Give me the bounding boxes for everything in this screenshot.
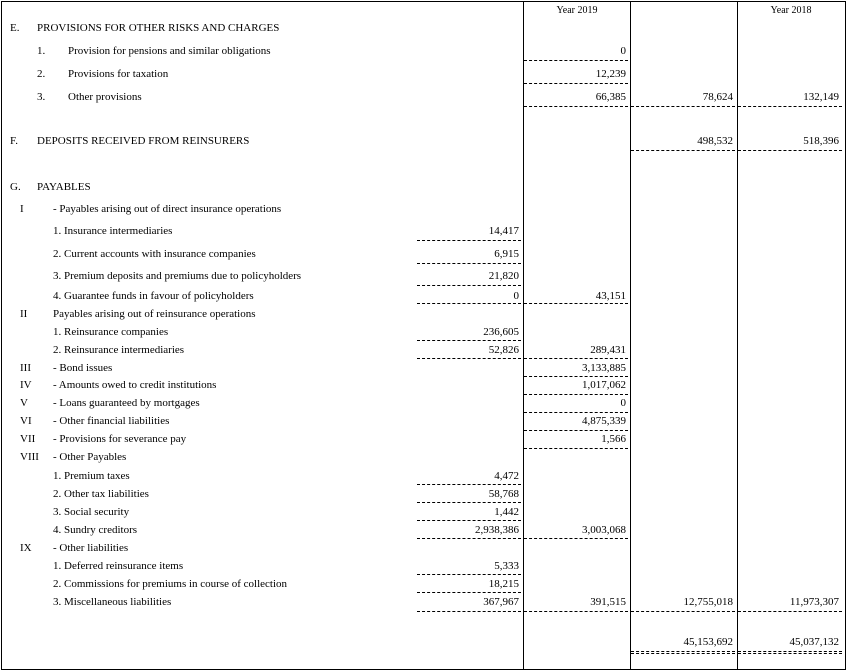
underline bbox=[417, 502, 521, 503]
group-subtotal: 4,875,339 bbox=[582, 415, 626, 427]
item-number: 2. bbox=[37, 68, 46, 80]
section-letter: F. bbox=[10, 135, 18, 147]
group-subtotal: 1,017,062 bbox=[582, 379, 626, 391]
item-label: 3. Social security bbox=[53, 506, 130, 518]
item-number: 3. bbox=[37, 91, 46, 103]
underline bbox=[738, 150, 842, 151]
section-total-2018: 518,396 bbox=[803, 135, 839, 147]
item-value: 66,385 bbox=[595, 91, 626, 103]
underline bbox=[524, 303, 628, 304]
group-title: - Payables arising out of direct insurance operations bbox=[53, 203, 282, 215]
group-title: - Provisions for severance pay bbox=[53, 433, 187, 445]
section-title: PROVISIONS FOR OTHER RISKS AND CHARGES bbox=[37, 22, 280, 34]
column-divider bbox=[737, 1, 738, 670]
underline bbox=[631, 106, 735, 107]
underline bbox=[631, 611, 735, 612]
group-subtotal: 0 bbox=[620, 397, 626, 409]
underline bbox=[738, 106, 842, 107]
roman-numeral: IV bbox=[20, 379, 32, 391]
section-total-2018: 132,149 bbox=[803, 91, 839, 103]
underline bbox=[524, 358, 628, 359]
underline bbox=[417, 285, 521, 286]
item-value: 21,820 bbox=[488, 270, 519, 282]
underline bbox=[738, 653, 842, 654]
group-subtotal: 289,431 bbox=[590, 344, 626, 356]
section-letter: E. bbox=[10, 22, 20, 34]
item-label: 1. Deferred reinsurance items bbox=[53, 560, 184, 572]
item-label: Other provisions bbox=[68, 91, 142, 103]
group-title: - Bond issues bbox=[53, 362, 113, 374]
item-value: 5,333 bbox=[494, 560, 519, 572]
item-value: 12,239 bbox=[595, 68, 626, 80]
underline bbox=[524, 430, 628, 431]
item-label: 4. Guarantee funds in favour of policyholders bbox=[53, 290, 254, 302]
item-value: 14,417 bbox=[488, 225, 519, 237]
group-title: - Other financial liabilities bbox=[53, 415, 170, 427]
section-title: PAYABLES bbox=[37, 181, 91, 193]
underline bbox=[417, 611, 521, 612]
underline bbox=[524, 611, 628, 612]
roman-numeral: VIII bbox=[20, 451, 39, 463]
roman-numeral: VI bbox=[20, 415, 32, 427]
underline bbox=[417, 340, 521, 341]
item-label: 2. Other tax liabilities bbox=[53, 488, 149, 500]
year-2019-header: Year 2019 bbox=[556, 5, 598, 16]
roman-numeral: V bbox=[20, 397, 28, 409]
group-title: - Loans guaranteed by mortgages bbox=[53, 397, 200, 409]
item-label: 3. Miscellaneous liabilities bbox=[53, 596, 172, 608]
column-divider bbox=[630, 1, 631, 670]
section-total-2019: 12,755,018 bbox=[683, 596, 733, 608]
section-total-2019: 78,624 bbox=[702, 91, 733, 103]
underline bbox=[631, 651, 735, 652]
item-label: 1. Insurance intermediaries bbox=[53, 225, 173, 237]
underline bbox=[417, 592, 521, 593]
item-label: Provision for pensions and similar obligations bbox=[68, 45, 271, 57]
column-divider bbox=[523, 1, 524, 670]
item-value: 58,768 bbox=[488, 488, 519, 500]
group-subtotal: 3,003,068 bbox=[582, 524, 626, 536]
item-label: 2. Current accounts with insurance companies bbox=[53, 248, 256, 260]
roman-numeral: IX bbox=[20, 542, 32, 554]
underline bbox=[738, 611, 842, 612]
item-label: 3. Premium deposits and premiums due to policyholders bbox=[53, 270, 302, 282]
underline bbox=[524, 448, 628, 449]
underline bbox=[631, 653, 735, 654]
group-subtotal: 3,133,885 bbox=[582, 362, 626, 374]
underline bbox=[738, 651, 842, 652]
underline bbox=[417, 263, 521, 264]
section-title: DEPOSITS RECEIVED FROM REINSURERS bbox=[37, 135, 250, 147]
underline bbox=[524, 538, 628, 539]
underline bbox=[417, 484, 521, 485]
item-value: 18,215 bbox=[488, 578, 519, 590]
group-subtotal: 43,151 bbox=[595, 290, 626, 302]
grand-total-2019: 45,153,692 bbox=[683, 636, 733, 648]
item-label: 1. Reinsurance companies bbox=[53, 326, 169, 338]
item-label: 4. Sundry creditors bbox=[53, 524, 138, 536]
section-total-2019: 498,532 bbox=[697, 135, 733, 147]
item-value: 4,472 bbox=[494, 470, 519, 482]
item-number: 1. bbox=[37, 45, 46, 57]
underline bbox=[417, 574, 521, 575]
underline bbox=[417, 538, 521, 539]
item-value: 236,605 bbox=[483, 326, 519, 338]
underline bbox=[524, 376, 628, 377]
underline bbox=[631, 150, 735, 151]
item-value: 52,826 bbox=[488, 344, 519, 356]
roman-numeral: III bbox=[20, 362, 31, 374]
group-subtotal: 1,566 bbox=[601, 433, 626, 445]
group-title: - Other liabilities bbox=[53, 542, 129, 554]
group-title: Payables arising out of reinsurance operations bbox=[53, 308, 256, 320]
item-label: 1. Premium taxes bbox=[53, 470, 130, 482]
item-value: 6,915 bbox=[494, 248, 519, 260]
underline bbox=[417, 240, 521, 241]
group-title: - Other Payables bbox=[53, 451, 127, 463]
group-title: - Amounts owed to credit institutions bbox=[53, 379, 217, 391]
underline bbox=[524, 83, 628, 84]
grand-total-2018: 45,037,132 bbox=[789, 636, 839, 648]
item-value: 1,442 bbox=[494, 506, 519, 518]
group-subtotal: 391,515 bbox=[590, 596, 626, 608]
item-value: 0 bbox=[620, 45, 626, 57]
underline bbox=[524, 412, 628, 413]
item-label: 2. Commissions for premiums in course of collection bbox=[53, 578, 288, 590]
item-value: 367,967 bbox=[483, 596, 519, 608]
underline bbox=[524, 106, 628, 107]
underline bbox=[417, 358, 521, 359]
roman-numeral: I bbox=[20, 203, 24, 215]
underline bbox=[417, 303, 521, 304]
item-label: Provisions for taxation bbox=[68, 68, 169, 80]
year-2018-header: Year 2018 bbox=[770, 5, 812, 16]
section-letter: G. bbox=[10, 181, 21, 193]
underline bbox=[524, 60, 628, 61]
item-label: 2. Reinsurance intermediaries bbox=[53, 344, 185, 356]
roman-numeral: VII bbox=[20, 433, 36, 445]
underline bbox=[417, 520, 521, 521]
underline bbox=[524, 394, 628, 395]
roman-numeral: II bbox=[20, 308, 28, 320]
section-total-2018: 11,973,307 bbox=[789, 596, 839, 608]
item-value: 2,938,386 bbox=[475, 524, 519, 536]
item-value: 0 bbox=[513, 290, 519, 302]
